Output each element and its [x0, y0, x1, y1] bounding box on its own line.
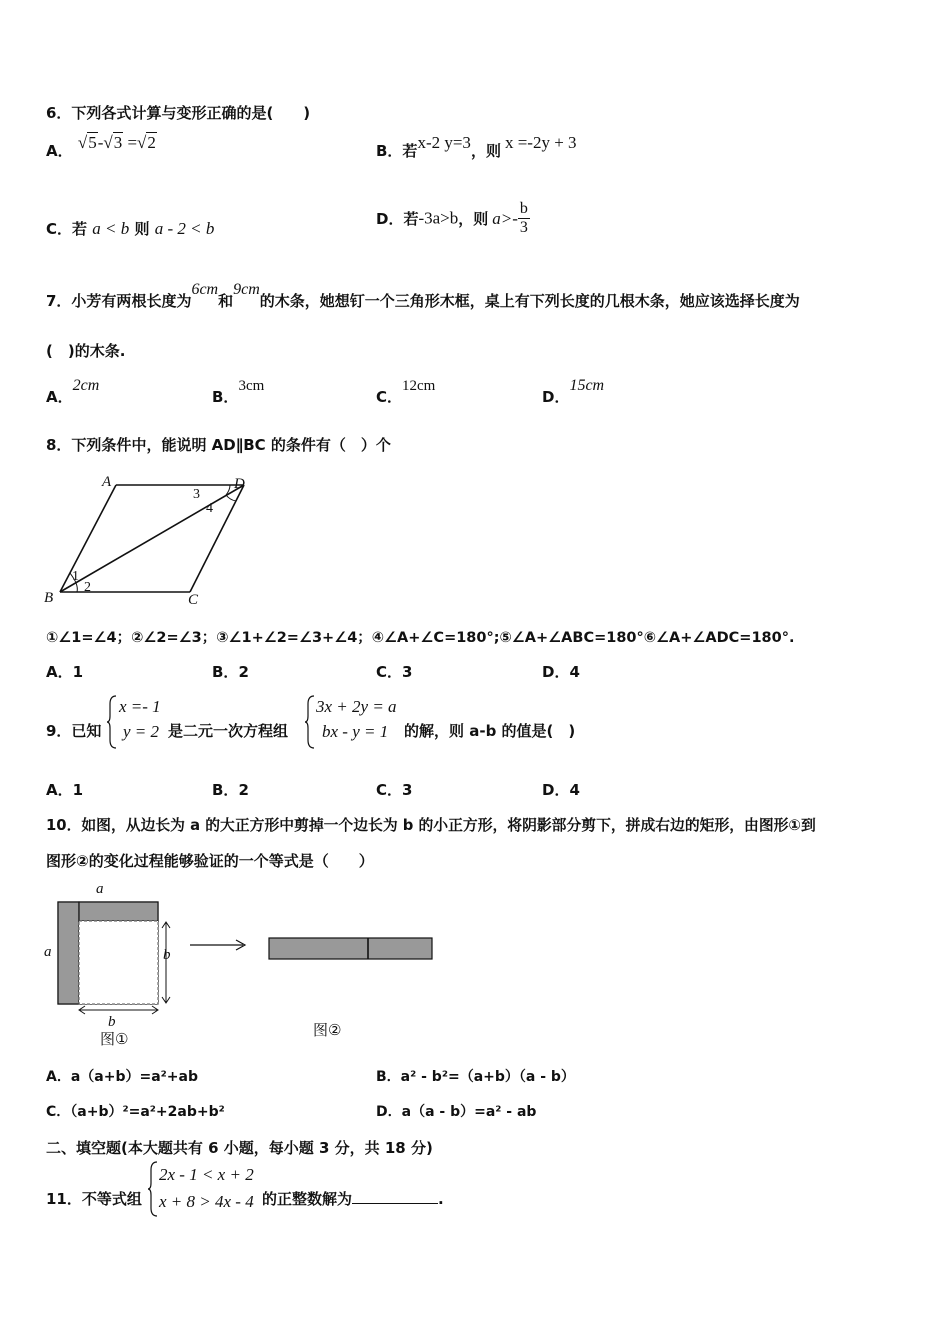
q7-option-a-label: A． — [46, 388, 73, 406]
q6-option-c — [46, 218, 214, 239]
q8-figure — [40, 470, 260, 610]
q8-angle3-label: 3 — [193, 487, 200, 502]
q8-angle2-arc — [76, 583, 77, 592]
q7-line2: ( )的木条. — [46, 342, 126, 360]
q7-option-c — [376, 378, 436, 407]
q10-option-b-label: B． — [376, 1069, 401, 1085]
q9-option-d-label: D． — [542, 781, 570, 799]
q6-a-minus: - — [97, 133, 104, 152]
q10-option-c — [46, 1101, 225, 1121]
q7-option-a — [46, 377, 100, 407]
q8-angle4-arc — [226, 495, 236, 501]
q11-answer-blank[interactable] — [352, 1189, 438, 1204]
q7-and: 和 — [218, 292, 234, 310]
q8-angle2-label: 2 — [84, 580, 91, 595]
q6-a-radicand-2: 3 — [113, 133, 123, 152]
q6-a-radicand-1: 5 — [88, 133, 97, 152]
q9-option-b-label: B． — [212, 781, 239, 799]
q7-option-d-label: D． — [542, 388, 570, 406]
q8-label-d: D — [234, 476, 245, 492]
q10-option-b-value: a² - b²=（a+b）（a - b） — [400, 1069, 575, 1085]
q6-d-condition: -3a>b — [418, 208, 459, 228]
q6-option-a-label: A． — [46, 142, 73, 160]
section2-title: 二、填空题(本大题共有 6 小题，每小题 3 分，共 18 分) — [46, 1139, 433, 1157]
q6-option-b-label: B．若 — [376, 142, 418, 160]
q9-eq1: 3x + 2y = a — [316, 697, 397, 716]
q10-fig2-caption: 图② — [313, 1021, 342, 1039]
q9-option-b-value: 2 — [238, 781, 249, 799]
q6-a-radicand-3: 2 — [147, 133, 156, 152]
q6-option-b — [376, 133, 577, 161]
q11-system — [159, 1161, 254, 1215]
q9-option-c — [376, 779, 412, 800]
q7-option-b — [212, 378, 265, 407]
q8-option-c-value: 3 — [402, 663, 413, 681]
q7-option-d-value: 15cm — [569, 377, 605, 394]
q9-option-d — [542, 779, 580, 800]
q9-option-c-label: C． — [376, 781, 403, 799]
q10-option-c-label: C． — [46, 1104, 71, 1120]
q6-option-c-label: C．若 — [46, 220, 88, 238]
q6-d-denominator: 3 — [519, 219, 528, 236]
q8-angle4-label: 4 — [206, 501, 213, 516]
q7-option-b-label: B． — [212, 388, 239, 406]
q6-b-result: x =-2y + 3 — [504, 133, 577, 152]
q10-line1: 10．如图，从边长为 a 的大正方形中剪掉一个边长为 b 的小正方形，将阴影部分剪下，拼成右边的矩形，由图形①到 — [46, 817, 816, 834]
q8-option-c-label: C． — [376, 663, 403, 681]
q10-option-a-label: A． — [46, 1069, 71, 1085]
q8-option-b-label: B． — [212, 663, 239, 681]
q8-label-a: A — [102, 474, 112, 490]
q10-option-a-value: a（a+b）=a²+ab — [70, 1069, 198, 1085]
q6-a-equals: = — [123, 133, 138, 152]
q8-option-a-value: 1 — [72, 663, 84, 681]
q8-option-d-label: D． — [542, 663, 570, 681]
q8-option-d — [542, 661, 580, 682]
q10-line2: 图形②的变化过程能够验证的一个等式是（ ） — [46, 852, 374, 870]
q6-option-d-label: D．若 — [376, 210, 419, 228]
q7-option-d — [542, 377, 605, 407]
q8-option-b-value: 2 — [238, 663, 249, 681]
q6-option-a: A． √5-√3 =√2 — [46, 133, 156, 160]
q10-shaded-left-strip — [58, 902, 79, 1004]
q6-c-result: a - 2 < b — [154, 219, 215, 238]
q7-option-a-value: 2cm — [72, 377, 100, 394]
q6-title: 6．下列各式计算与变形正确的是( ) — [46, 104, 311, 122]
q6-d-fraction — [518, 200, 530, 237]
q10-small-square — [79, 921, 158, 1004]
q8-option-b — [212, 661, 249, 682]
q8-angle1-label: 1 — [72, 569, 79, 584]
q9-prefix: 9．已知 — [46, 722, 102, 740]
q10-option-b — [376, 1066, 575, 1086]
q11-end: . — [438, 1190, 444, 1208]
q9-brace-2 — [304, 694, 316, 750]
q6-b-condition: x-2 y=3 — [417, 133, 471, 152]
q6-option-d — [376, 200, 530, 237]
q11-prefix: 11．不等式组 — [46, 1190, 142, 1208]
q10-fig1-caption: 图① — [100, 1030, 129, 1048]
q7-len1: 6cm — [191, 281, 219, 298]
q6-d-then: ，则 — [458, 210, 489, 228]
q9-eq2: bx - y = 1 — [322, 722, 389, 741]
q8-conditions: ①∠1=∠4；②∠2=∠3；③∠1+∠2=∠3+∠4；④∠A+∠C=180°;⑤∠A+∠ABC=180°⑥∠A+∠ADC=180°. — [46, 630, 795, 646]
q11-brace — [147, 1160, 159, 1218]
q8-option-d-value: 4 — [569, 663, 580, 681]
q9-mid: 是二元一次方程组 — [168, 722, 289, 740]
q10-label-a-top: a — [96, 881, 104, 897]
q11-ineq1: 2x - 1 < x + 2 — [159, 1165, 254, 1184]
q9-sol-y: y = 2 — [123, 722, 160, 741]
q8-label-b: B — [44, 590, 54, 606]
q6-c-condition: a < b — [92, 219, 130, 238]
q6-c-then: 则 — [134, 220, 150, 238]
q7-option-c-label: C． — [376, 388, 403, 406]
q9-brace-1 — [106, 694, 118, 750]
q9-option-d-value: 4 — [569, 781, 580, 799]
q6-d-numerator: b — [519, 200, 528, 217]
q10-option-d — [376, 1101, 536, 1121]
q9-sol-x: x =- 1 — [119, 697, 161, 716]
q7-line1 — [46, 281, 800, 311]
q10-figure — [40, 878, 460, 1053]
q9-option-b — [212, 779, 249, 800]
q10-option-a — [46, 1066, 198, 1086]
q7-len2: 9cm — [233, 281, 260, 298]
q6-b-then: ，则 — [470, 142, 501, 160]
q10-rectangle — [269, 938, 432, 959]
q7-option-b-value: 3cm — [238, 378, 265, 394]
q9-option-a-label: A． — [46, 781, 73, 799]
q10-label-b-right: b — [163, 947, 171, 963]
q8-option-a — [46, 661, 83, 682]
q9-option-a — [46, 779, 83, 800]
q8-label-c: C — [188, 592, 199, 608]
q10-shaded-top-strip — [79, 902, 158, 921]
q9-option-c-value: 3 — [402, 781, 413, 799]
q10-option-c-value: （a+b）²=a²+2ab+b² — [70, 1104, 225, 1120]
q11-suffix — [262, 1188, 444, 1209]
q8-option-c — [376, 661, 412, 682]
q10-option-d-value: a（a - b）=a² - ab — [401, 1104, 537, 1120]
q9-solution — [119, 694, 161, 744]
q9-option-a-value: 1 — [72, 781, 84, 799]
q7-suffix: 的木条，她想钉一个三角形木框，桌上有下列长度的几根木条，她应该选择长度为 — [259, 292, 800, 310]
q9-suffix: 的解，则 a-b 的值是( ) — [404, 722, 576, 740]
q7-prefix: 7．小芳有两根长度为 — [46, 292, 192, 310]
q6-d-lhs: a>- — [492, 208, 518, 228]
q9-system — [316, 694, 397, 744]
q8-title: 8．下列条件中，能说明 AD∥BC 的条件有（ ）个 — [46, 436, 391, 454]
q10-label-a-left: a — [44, 944, 52, 960]
q7-option-c-value: 12cm — [402, 378, 436, 394]
q10-label-b-bottom: b — [108, 1014, 116, 1030]
q10-option-d-label: D． — [376, 1104, 402, 1120]
q11-suffix-text: 的正整数解为 — [262, 1190, 353, 1208]
q11-ineq2: x + 8 > 4x - 4 — [159, 1192, 254, 1211]
q8-option-a-label: A． — [46, 663, 73, 681]
